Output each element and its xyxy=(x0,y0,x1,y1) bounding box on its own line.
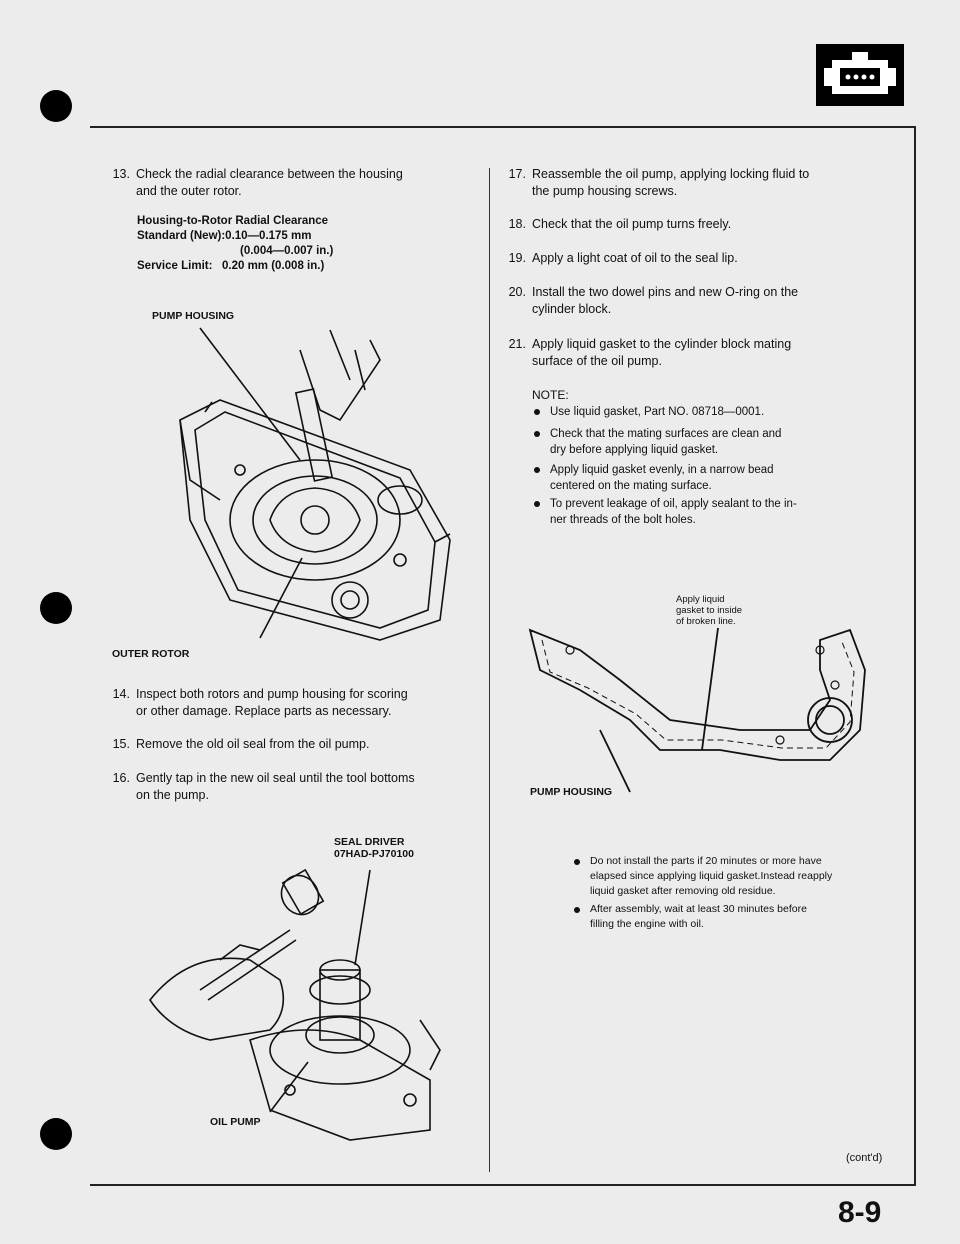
step-number: 20. xyxy=(508,285,526,299)
step-number: 18. xyxy=(508,217,526,231)
spec-title: Housing-to-Rotor Radial Clearance xyxy=(137,215,329,227)
gasket-diagram-illustration xyxy=(520,610,890,800)
step-text: Check the radial clearance between the housing xyxy=(136,167,403,181)
note-bullet-2 xyxy=(530,426,910,458)
step-text: the pump housing screws. xyxy=(532,184,678,198)
note-bullet-text: dry before applying liquid gasket. xyxy=(550,444,719,456)
label-pump-housing: PUMP HOUSING xyxy=(152,310,235,322)
apply-liquid-line: gasket to inside xyxy=(676,605,743,616)
spec-service-limit: Service Limit: 0.20 mm (0.008 in.) xyxy=(137,260,325,272)
step-number: 21. xyxy=(508,337,526,351)
step-text: on the pump. xyxy=(136,788,209,802)
note-bullet-text: Apply liquid gasket evenly, in a narrow bead xyxy=(550,464,774,476)
step-text: Check that the oil pump turns freely. xyxy=(532,217,732,231)
engine-section-icon xyxy=(816,44,904,106)
top-rule xyxy=(90,126,916,128)
step-text: cylinder block. xyxy=(532,302,612,316)
apply-liquid-line: of broken line. xyxy=(676,616,736,627)
spec-standard: Standard (New):0.10—0.175 mm xyxy=(137,230,312,242)
note-bullet-text: Use liquid gasket, Part NO. 08718—0001. xyxy=(550,406,765,418)
step-text: Reassemble the oil pump, applying locking fluid to xyxy=(532,167,810,181)
warning-text: liquid gasket after removing old residue. xyxy=(590,885,776,897)
note-bullet-text: To prevent leakage of oil, apply sealant to the in- xyxy=(550,498,797,510)
label-pump-housing-right: PUMP HOUSING xyxy=(530,786,613,798)
note-bullet-text: ner threads of the bolt holes. xyxy=(550,514,696,526)
binder-hole-2 xyxy=(40,592,72,624)
step-text: Inspect both rotors and pump housing for scoring xyxy=(136,687,408,701)
step-number: 19. xyxy=(508,251,526,265)
warning-text: Do not install the parts if 20 minutes or more have xyxy=(590,855,822,867)
binder-hole-3 xyxy=(40,1118,72,1150)
step-text: surface of the oil pump. xyxy=(532,354,662,368)
note-bullet-3 xyxy=(530,462,910,494)
warning-bullet-2 xyxy=(570,902,920,932)
label-oil-pump: OIL PUMP xyxy=(210,1116,261,1128)
step-number: 17. xyxy=(508,167,526,181)
note-bullet-4 xyxy=(530,496,910,528)
step-number: 15. xyxy=(112,737,130,751)
continued-label: (cont'd) xyxy=(846,1152,883,1164)
step-text: Gently tap in the new oil seal until the tool bottoms xyxy=(136,771,415,785)
right-rule xyxy=(914,126,916,1186)
step-number: 14. xyxy=(112,687,130,701)
step-text: and the outer rotor. xyxy=(136,184,242,198)
warning-text: filling the engine with oil. xyxy=(590,918,704,930)
label-outer-rotor: OUTER ROTOR xyxy=(112,648,190,660)
step-text: Remove the old oil seal from the oil pump. xyxy=(136,737,370,751)
step-text: Install the two dowel pins and new O-ring on the xyxy=(532,285,799,299)
warning-text: After assembly, wait at least 30 minutes before xyxy=(590,903,807,915)
column-divider xyxy=(489,168,490,1172)
step-number: 13. xyxy=(112,167,130,181)
step-text: or other damage. Replace parts as necessary. xyxy=(136,704,392,718)
note-bullet-text: centered on the mating surface. xyxy=(550,480,712,492)
page-number: 8-9 xyxy=(838,1196,882,1229)
step-text: Apply liquid gasket to the cylinder block mating xyxy=(532,337,792,351)
seal-driver-name: SEAL DRIVER xyxy=(334,836,405,848)
apply-liquid-line: Apply liquid xyxy=(676,594,725,605)
note-bullet-1 xyxy=(530,404,910,420)
step-number: 16. xyxy=(112,771,130,785)
note-bullet-text: Check that the mating surfaces are clean and xyxy=(550,428,782,440)
warning-bullet-1 xyxy=(570,854,920,899)
pump-housing-illustration xyxy=(150,320,470,650)
clearance-spec xyxy=(137,214,333,274)
spec-standard-in: (0.004—0.007 in.) xyxy=(240,245,334,257)
step-text: Apply a light coat of oil to the seal lip. xyxy=(532,251,738,265)
warning-text: elapsed since applying liquid gasket.Instead reapply xyxy=(590,870,833,882)
bottom-rule xyxy=(90,1184,916,1186)
seal-driver-part-number: 07HAD-PJ70100 xyxy=(334,848,414,860)
binder-hole-1 xyxy=(40,90,72,122)
note-heading: NOTE: xyxy=(532,388,569,402)
seal-driver-illustration xyxy=(130,850,470,1120)
